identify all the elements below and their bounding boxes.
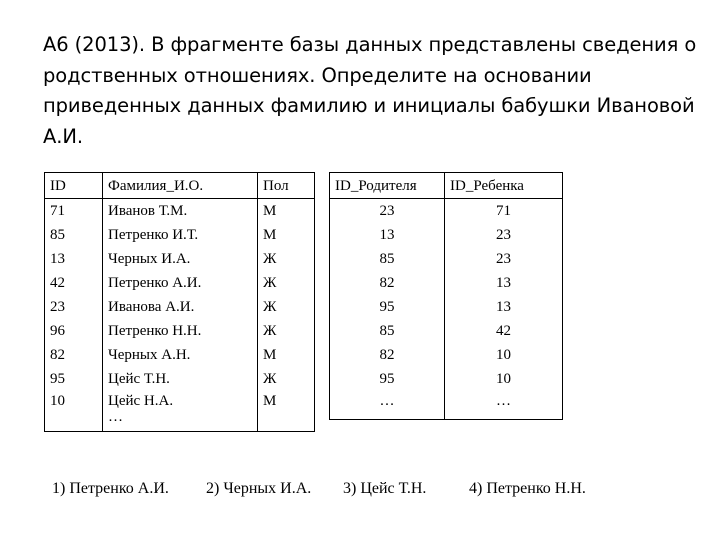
answer-option-4[interactable]: 4) Петренко Н.Н. — [469, 480, 586, 497]
cell-id — [45, 411, 103, 431]
table-row — [330, 367, 563, 391]
table-row — [330, 223, 563, 247]
header-name: Фамилия_И.О. — [103, 173, 258, 199]
header-id: ID — [45, 173, 103, 199]
people-table — [44, 172, 315, 432]
cell-sex: М — [258, 223, 315, 247]
cell-parent-id: 85 — [330, 247, 445, 271]
cell-name: Цейс Т.Н. — [103, 367, 258, 391]
table-row — [45, 271, 315, 295]
cell-sex: Ж — [258, 319, 315, 343]
table-row — [45, 295, 315, 319]
cell-id: 95 — [45, 367, 103, 391]
cell-id: 10 — [45, 391, 103, 411]
cell-name: Черных А.Н. — [103, 343, 258, 367]
cell-sex: Ж — [258, 367, 315, 391]
cell-id: 71 — [45, 199, 103, 224]
problem-text: В фрагменте базы данных представлены сведения о родственных отношениях. Определите на основании приведенных данных фамилию и инициалы бабушки Ивановой А.И. — [43, 33, 697, 148]
cell-child-id: 42 — [445, 319, 563, 343]
cell-sex: М — [258, 391, 315, 411]
answer-option-1[interactable]: 1) Петренко А.И. — [52, 480, 169, 497]
table-row — [330, 319, 563, 343]
cell-name: Петренко Н.Н. — [103, 319, 258, 343]
table-row — [45, 247, 315, 271]
cell-id: 82 — [45, 343, 103, 367]
cell-sex — [258, 411, 315, 431]
cell-parent-id: 85 — [330, 319, 445, 343]
cell-child-id: 23 — [445, 247, 563, 271]
table-row — [45, 391, 315, 411]
answer-option-3[interactable]: 3) Цейс Т.Н. — [343, 480, 427, 497]
cell-child-id: … — [445, 391, 563, 419]
cell-name: Петренко А.И. — [103, 271, 258, 295]
table-row — [330, 343, 563, 367]
header-child-id: ID_Ребенка — [445, 173, 563, 199]
cell-child-id: 10 — [445, 343, 563, 367]
cell-name: … — [103, 411, 258, 431]
table-row — [45, 343, 315, 367]
problem-label: А6 (2013). — [43, 33, 145, 56]
relations-table-header — [330, 173, 563, 199]
cell-sex: М — [258, 343, 315, 367]
cell-id: 85 — [45, 223, 103, 247]
cell-child-id: 71 — [445, 199, 563, 224]
cell-sex: М — [258, 199, 315, 224]
table-row — [45, 223, 315, 247]
cell-id: 13 — [45, 247, 103, 271]
table-row — [330, 199, 563, 224]
cell-name: Черных И.А. — [103, 247, 258, 271]
cell-sex: Ж — [258, 295, 315, 319]
cell-parent-id: 82 — [330, 271, 445, 295]
problem-statement — [43, 30, 703, 152]
cell-sex: Ж — [258, 247, 315, 271]
cell-child-id: 10 — [445, 367, 563, 391]
table-row — [330, 295, 563, 319]
cell-child-id: 23 — [445, 223, 563, 247]
table-row — [45, 319, 315, 343]
cell-name: Иванова А.И. — [103, 295, 258, 319]
cell-id: 23 — [45, 295, 103, 319]
cell-parent-id: 82 — [330, 343, 445, 367]
cell-name: Иванов Т.М. — [103, 199, 258, 224]
relations-table — [329, 172, 563, 420]
header-parent-id: ID_Родителя — [330, 173, 445, 199]
people-table-header — [45, 173, 315, 199]
cell-name: Цейс Н.А. — [103, 391, 258, 411]
table-row — [45, 411, 315, 431]
table-row — [330, 271, 563, 295]
cell-id: 96 — [45, 319, 103, 343]
answer-option-2[interactable]: 2) Черных И.А. — [206, 480, 312, 497]
cell-child-id: 13 — [445, 295, 563, 319]
table-row — [45, 199, 315, 224]
cell-child-id: 13 — [445, 271, 563, 295]
cell-parent-id: 23 — [330, 199, 445, 224]
cell-sex: Ж — [258, 271, 315, 295]
cell-name: Петренко И.Т. — [103, 223, 258, 247]
cell-parent-id: 95 — [330, 367, 445, 391]
table-row — [45, 367, 315, 391]
table-row — [330, 247, 563, 271]
header-sex: Пол — [258, 173, 315, 199]
table-row — [330, 391, 563, 419]
cell-parent-id: … — [330, 391, 445, 419]
cell-id: 42 — [45, 271, 103, 295]
cell-parent-id: 95 — [330, 295, 445, 319]
cell-parent-id: 13 — [330, 223, 445, 247]
